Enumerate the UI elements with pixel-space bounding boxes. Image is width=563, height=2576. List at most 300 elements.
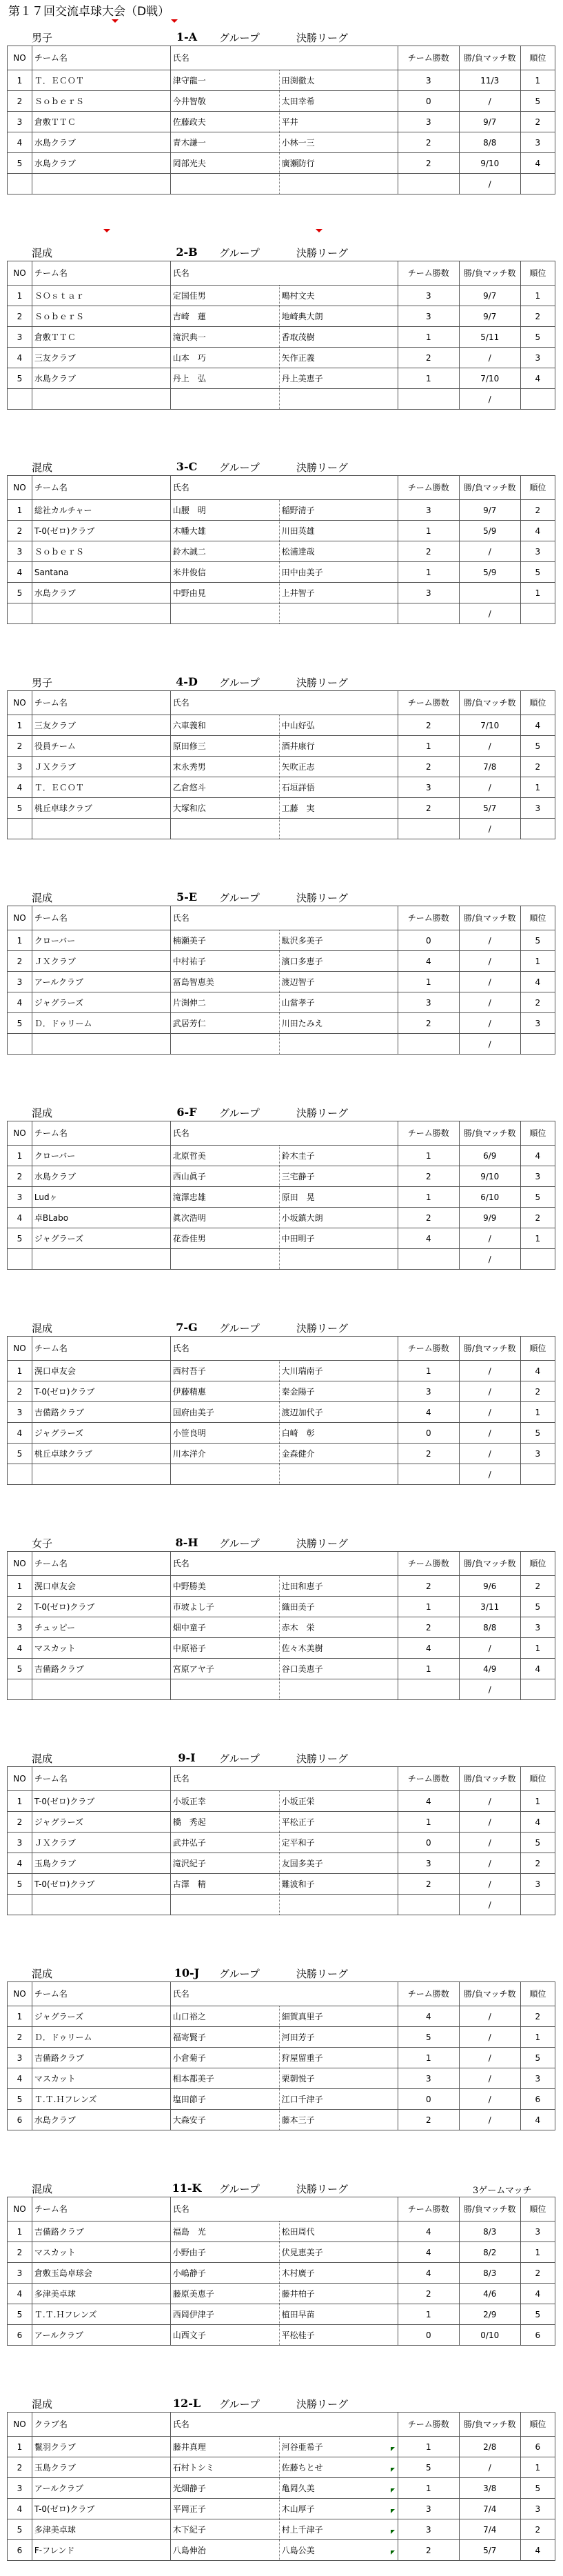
cell-player-2: 亀岡久美 (279, 2478, 398, 2499)
cell-player-1: 小倉菊子 (170, 2048, 279, 2068)
cell-match-score: / (459, 1833, 520, 1853)
cell-team-wins: 2 (398, 132, 459, 153)
cell-no: 4 (8, 777, 32, 798)
cell-team: T-0(ゼロ)クラブ (32, 2499, 170, 2519)
header-name: 氏名 (170, 1121, 398, 1146)
cell-player-1: 古澤 精 (170, 1874, 279, 1895)
cell-match-score: 9/9 (459, 1208, 520, 1228)
cell-rank: 3 (520, 348, 555, 368)
table-row (8, 2457, 555, 2478)
cell-player-2: 八島公美 (279, 2540, 398, 2561)
table-row (8, 327, 555, 348)
league-label: 決勝リーグ (296, 1537, 349, 1550)
cell-player-2: 川田英雄 (279, 521, 398, 541)
header-team: チーム名 (32, 691, 170, 715)
cell-match-score: 3/11 (459, 1597, 520, 1617)
cell-no: 4 (8, 2499, 32, 2519)
cell-team: T-0(ゼロ)クラブ (32, 1597, 170, 1617)
league-code: 1-A (176, 30, 198, 43)
cell-player-1: 川本洋介 (170, 1444, 279, 1464)
group-label: グループ (219, 2398, 260, 2410)
cell-no: 4 (8, 1853, 32, 1874)
cell-match-score: 9/10 (459, 1166, 520, 1187)
cell-rank: 4 (520, 715, 555, 736)
comment-marker-icon (391, 2509, 395, 2513)
table-header-row (8, 1767, 555, 1791)
group-label: グループ (219, 2183, 260, 2195)
cell-player-2 (279, 603, 398, 624)
header-no: NO (8, 1121, 32, 1146)
cell-rank: 5 (520, 2478, 555, 2499)
table-row (8, 153, 555, 174)
header-name: 氏名 (170, 691, 398, 715)
cell-player-1: 北原哲美 (170, 1146, 279, 1166)
cell-player-2: 駄沢多美子 (279, 930, 398, 951)
cell-no (8, 603, 32, 624)
cell-player-1: 乙倉悠斗 (170, 777, 279, 798)
cell-match-score: / (459, 174, 520, 194)
table-row (8, 1208, 555, 1228)
cell-team: 吉備路クラブ (32, 2221, 170, 2242)
league-header (7, 1101, 555, 1121)
cell-player-1: 吉崎 蓮 (170, 306, 279, 327)
cell-player-1: 八島伸治 (170, 2540, 279, 2561)
cell-player-1: 冨島智恵美 (170, 972, 279, 992)
cell-match-score: / (459, 1034, 520, 1055)
cell-player-2 (279, 1034, 398, 1055)
cell-team-wins: 2 (398, 1444, 459, 1464)
league-code: 3-C (176, 460, 198, 473)
cell-team: ＳｏｂｅｒＳ (32, 306, 170, 327)
cell-player-2: 定平和子 (279, 1833, 398, 1853)
table-row (8, 715, 555, 736)
cell-rank: 4 (520, 2110, 555, 2130)
cell-match-score: 9/7 (459, 286, 520, 306)
cell-player-2: 佐々木美樹 (279, 1638, 398, 1659)
cell-player-1: 米井俊信 (170, 562, 279, 583)
cell-team (32, 603, 170, 624)
cell-rank (520, 1034, 555, 1055)
cell-team: ジャグラーズ (32, 2006, 170, 2027)
table-row (8, 2110, 555, 2130)
cell-player-1: 宮原アヤ子 (170, 1659, 279, 1679)
cell-rank: 5 (520, 1833, 555, 1853)
cell-player-1 (170, 174, 279, 194)
cell-team: ジャグラーズ (32, 992, 170, 1013)
cell-rank: 6 (520, 2325, 555, 2346)
cell-no: 3 (8, 1617, 32, 1638)
league-block (7, 1317, 555, 1485)
cell-player-1: 定国佳男 (170, 286, 279, 306)
cell-match-score: 5/9 (459, 562, 520, 583)
header-score: 勝/負マッチ数 (459, 906, 520, 930)
cell-player-1: 片渕伸二 (170, 992, 279, 1013)
cell-no: 6 (8, 2540, 32, 2561)
cell-team: 三友クラブ (32, 348, 170, 368)
header-score: 勝/負マッチ数 (459, 1982, 520, 2006)
cell-team: F-フレンド (32, 2540, 170, 2561)
cell-rank: 5 (520, 327, 555, 348)
cell-rank: 2 (520, 757, 555, 777)
cell-team: 水島クラブ (32, 132, 170, 153)
league-category: 女子 (32, 1537, 53, 1550)
cell-team-wins: 4 (398, 1791, 459, 1812)
table-row (8, 2068, 555, 2089)
cell-team: ジャグラーズ (32, 1228, 170, 1249)
cell-rank: 3 (520, 1013, 555, 1034)
header-team: チーム名 (32, 906, 170, 930)
cell-team: アールクラブ (32, 2478, 170, 2499)
table-header-row (8, 1121, 555, 1146)
cell-no: 5 (8, 583, 32, 603)
cell-player-2: 松浦達哉 (279, 541, 398, 562)
cell-player-1 (170, 603, 279, 624)
header-team: チーム名 (32, 1337, 170, 1361)
cell-no: 2 (8, 2242, 32, 2263)
cell-player-2: 上井智子 (279, 583, 398, 603)
cell-team: 水島クラブ (32, 1166, 170, 1187)
league-header (7, 241, 555, 261)
cell-match-score: / (459, 972, 520, 992)
cell-team-wins: 0 (398, 1833, 459, 1853)
cell-rank: 1 (520, 2027, 555, 2048)
cell-team: 役員チーム (32, 736, 170, 757)
cell-player-2: 友国多美子 (279, 1853, 398, 1874)
cell-no: 2 (8, 736, 32, 757)
cell-player-2: 石垣詳悟 (279, 777, 398, 798)
cell-player-1: 滝澤忠雄 (170, 1187, 279, 1208)
cell-player-1: 木下紀子 (170, 2519, 279, 2540)
cell-player-1 (170, 819, 279, 839)
cell-player-1: 西村吾子 (170, 1361, 279, 1381)
cell-player-1 (170, 1679, 279, 1700)
cell-player-1: 伊藤精惠 (170, 1381, 279, 1402)
cell-player-1: 武居芳仁 (170, 1013, 279, 1034)
header-wins: チーム勝数 (398, 1121, 459, 1146)
cell-rank: 5 (520, 1423, 555, 1444)
cell-no: 6 (8, 2110, 32, 2130)
cell-match-score: / (459, 1874, 520, 1895)
league-block (7, 1962, 555, 2130)
cell-team: Ｔ.Ｔ.Ｈフレンズ (32, 2089, 170, 2110)
cell-match-score: 5/11 (459, 327, 520, 348)
league-label: 決勝リーグ (296, 247, 349, 259)
cell-rank: 3 (520, 798, 555, 819)
league-label: 決勝リーグ (296, 461, 349, 474)
cell-no: 2 (8, 1812, 32, 1833)
cell-team: アールクラブ (32, 2325, 170, 2346)
cell-match-score: 5/9 (459, 521, 520, 541)
cell-team: Ｔ．ＥＣＯＴ (32, 777, 170, 798)
cell-rank (520, 174, 555, 194)
cell-player-2: 矢作正義 (279, 348, 398, 368)
cell-player-2: 木村廣子 (279, 2263, 398, 2284)
cell-match-score: / (459, 777, 520, 798)
cell-no: 2 (8, 951, 32, 972)
cell-player-2: 田中由美子 (279, 562, 398, 583)
header-score: 勝/負マッチ数 (459, 1552, 520, 1576)
cell-player-1: 相本都美子 (170, 2068, 279, 2089)
header-name: 氏名 (170, 1767, 398, 1791)
cell-player-1: 大森安子 (170, 2110, 279, 2130)
league-code: 9-I (178, 1751, 196, 1764)
cell-team-wins: 3 (398, 583, 459, 603)
group-label: グループ (219, 247, 260, 259)
cell-player-2: 木山厚子 (279, 2499, 398, 2519)
cell-team: 吉備路クラブ (32, 1659, 170, 1679)
cell-no (8, 1249, 32, 1270)
group-label: グループ (219, 461, 260, 474)
cell-rank: 5 (520, 736, 555, 757)
table-row (8, 819, 555, 839)
cell-team-wins: 1 (398, 2437, 459, 2457)
cell-team-wins: 0 (398, 2089, 459, 2110)
cell-player-1: 畑中童子 (170, 1617, 279, 1638)
cell-match-score: / (459, 1361, 520, 1381)
cell-team: Ｔ．ＥＣＯＴ (32, 70, 170, 91)
league-label: 決勝リーグ (296, 1753, 349, 1765)
table-row (8, 1146, 555, 1166)
cell-rank (520, 819, 555, 839)
cell-player-1: 楠瀬美子 (170, 930, 279, 951)
cell-rank: 3 (520, 2221, 555, 2242)
cell-match-score: / (459, 1638, 520, 1659)
cell-match-score: / (459, 2006, 520, 2027)
cell-no: 3 (8, 1833, 32, 1853)
cell-team-wins: 2 (398, 1617, 459, 1638)
cell-player-2 (279, 1249, 398, 1270)
cell-team-wins (398, 1464, 459, 1485)
header-no: NO (8, 476, 32, 500)
cell-team-wins: 2 (398, 715, 459, 736)
cell-player-1: 小嶋静子 (170, 2263, 279, 2284)
cell-team-wins (398, 389, 459, 410)
cell-rank: 5 (520, 1187, 555, 1208)
league-header (7, 1317, 555, 1336)
cell-rank (520, 603, 555, 624)
league-code: 7-G (176, 1321, 198, 1334)
table-row (8, 1013, 555, 1034)
header-rank: 順位 (520, 691, 555, 715)
table-row (8, 2478, 555, 2499)
cell-team-wins: 3 (398, 70, 459, 91)
cell-team: ＪＸクラブ (32, 951, 170, 972)
cell-player-1: 藤井真理 (170, 2437, 279, 2457)
header-no: NO (8, 1337, 32, 1361)
cell-team-wins: 4 (398, 2263, 459, 2284)
table-row (8, 798, 555, 819)
cell-player-1: 武井弘子 (170, 1833, 279, 1853)
league-block (7, 2177, 555, 2346)
table-row (8, 1597, 555, 1617)
league-label: 決勝リーグ (296, 677, 349, 689)
cell-player-2: 太田幸希 (279, 91, 398, 112)
cell-player-2: 難波和子 (279, 1874, 398, 1895)
cell-player-2: 平井 (279, 112, 398, 132)
cell-no: 5 (8, 1659, 32, 1679)
cell-rank: 3 (520, 1444, 555, 1464)
cell-player-2: 栗朝悦子 (279, 2068, 398, 2089)
cell-player-2: 渡辺加代子 (279, 1402, 398, 1423)
league-header (7, 1962, 555, 1981)
cell-team: ＳｏｂｅｒＳ (32, 91, 170, 112)
cell-team: ジャグラーズ (32, 1812, 170, 1833)
league-note: 3ゲームマッチ (473, 2186, 532, 2196)
comment-marker-icon (391, 2550, 395, 2555)
cell-team: ＳｏｂｅｒＳ (32, 541, 170, 562)
cell-match-score: 6/10 (459, 1187, 520, 1208)
cell-no: 1 (8, 930, 32, 951)
cell-team: 多津美卓球 (32, 2519, 170, 2540)
cell-player-2: 鈴木圭子 (279, 1146, 398, 1166)
league-table (7, 1121, 555, 1270)
table-row (8, 2242, 555, 2263)
header-wins: チーム勝数 (398, 476, 459, 500)
group-label: グループ (219, 677, 260, 689)
cell-no: 1 (8, 70, 32, 91)
cell-team-wins: 3 (398, 2519, 459, 2540)
red-marker-icon (112, 19, 119, 23)
table-row (8, 757, 555, 777)
table-row (8, 972, 555, 992)
cell-player-1: 平岡正子 (170, 2499, 279, 2519)
cell-team: 倉敷ＴＴＣ (32, 112, 170, 132)
table-row (8, 1166, 555, 1187)
cell-rank: 2 (520, 1853, 555, 1874)
header-name: 氏名 (170, 906, 398, 930)
league-block (7, 26, 555, 194)
league-category: 混成 (32, 247, 53, 259)
league-table (7, 1981, 555, 2130)
cell-no: 6 (8, 2325, 32, 2346)
cell-no: 3 (8, 1187, 32, 1208)
cell-player-1: 福島 光 (170, 2221, 279, 2242)
cell-team: 滉口卓友会 (32, 1576, 170, 1597)
table-row (8, 70, 555, 91)
cell-team-wins (398, 174, 459, 194)
cell-player-1: 市坡よし子 (170, 1597, 279, 1617)
header-name: 氏名 (170, 1337, 398, 1361)
cell-rank: 5 (520, 2048, 555, 2068)
cell-team-wins: 2 (398, 798, 459, 819)
cell-player-2: 赤木 栄 (279, 1617, 398, 1638)
cell-no: 5 (8, 368, 32, 389)
table-row (8, 1679, 555, 1700)
table-row (8, 2263, 555, 2284)
cell-team (32, 819, 170, 839)
cell-team: T-0(ゼロ)クラブ (32, 1791, 170, 1812)
league-category: 男子 (32, 32, 53, 44)
table-row (8, 603, 555, 624)
cell-team-wins (398, 603, 459, 624)
cell-match-score: / (459, 736, 520, 757)
cell-team: 水島クラブ (32, 2110, 170, 2130)
cell-no: 4 (8, 2068, 32, 2089)
cell-rank: 1 (520, 1791, 555, 1812)
table-row (8, 1638, 555, 1659)
table-header-row (8, 1337, 555, 1361)
header-name: 氏名 (170, 261, 398, 286)
cell-team: 卓BLabo (32, 1208, 170, 1228)
league-category: 混成 (32, 1107, 53, 1119)
cell-team: Ｄ．ドゥリーム (32, 2027, 170, 2048)
cell-player-1: 山口裕之 (170, 2006, 279, 2027)
league-header (7, 886, 555, 906)
header-no: NO (8, 691, 32, 715)
cell-rank (520, 1464, 555, 1485)
header-score: 勝/負マッチ数 (459, 2413, 520, 2437)
group-label: グループ (219, 1753, 260, 1765)
cell-no (8, 1464, 32, 1485)
cell-rank: 2 (520, 1576, 555, 1597)
cell-team: ＪＸクラブ (32, 1833, 170, 1853)
table-row (8, 1659, 555, 1679)
header-name: 氏名 (170, 1552, 398, 1576)
cell-no: 4 (8, 348, 32, 368)
cell-team: 倉敷ＴＴＣ (32, 327, 170, 348)
cell-rank: 1 (520, 286, 555, 306)
header-name: 氏名 (170, 476, 398, 500)
cell-match-score: / (459, 1228, 520, 1249)
cell-player-1: 丹上 弘 (170, 368, 279, 389)
cell-no: 3 (8, 2263, 32, 2284)
table-row (8, 992, 555, 1013)
cell-no: 2 (8, 1597, 32, 1617)
cell-player-1 (170, 389, 279, 410)
cell-team-wins: 1 (398, 1597, 459, 1617)
table-row (8, 1402, 555, 1423)
header-team: チーム名 (32, 1982, 170, 2006)
cell-team-wins: 2 (398, 2540, 459, 2561)
header-wins: チーム勝数 (398, 261, 459, 286)
cell-player-2: 濱口多恵子 (279, 951, 398, 972)
group-label: グループ (219, 1537, 260, 1550)
cell-match-score: 5/7 (459, 798, 520, 819)
league-block (7, 456, 555, 624)
cell-player-2: 三宅静子 (279, 1166, 398, 1187)
cell-rank: 2 (520, 500, 555, 521)
cell-rank: 1 (520, 1638, 555, 1659)
cell-player-1: 岡部光夫 (170, 153, 279, 174)
cell-player-1: 眞次浩明 (170, 1208, 279, 1228)
table-row (8, 2325, 555, 2346)
table-row (8, 2048, 555, 2068)
table-row (8, 2284, 555, 2304)
league-label: 決勝リーグ (296, 2398, 349, 2410)
table-row (8, 2540, 555, 2561)
cell-team: 水島クラブ (32, 583, 170, 603)
cell-team-wins: 3 (398, 2499, 459, 2519)
league-label: 決勝リーグ (296, 1107, 349, 1119)
cell-player-2 (279, 1679, 398, 1700)
cell-rank: 5 (520, 930, 555, 951)
cell-rank: 1 (520, 70, 555, 91)
table-row (8, 562, 555, 583)
cell-team-wins (398, 1249, 459, 1270)
cell-rank: 4 (520, 153, 555, 174)
cell-team-wins: 4 (398, 1638, 459, 1659)
header-wins: チーム勝数 (398, 1337, 459, 1361)
cell-team (32, 1249, 170, 1270)
cell-team-wins: 1 (398, 1146, 459, 1166)
cell-player-2: 植田早苗 (279, 2304, 398, 2325)
header-no: NO (8, 1767, 32, 1791)
cell-team-wins (398, 1895, 459, 1915)
table-row (8, 389, 555, 410)
cell-match-score: 7/4 (459, 2519, 520, 2540)
header-no: NO (8, 2413, 32, 2437)
table-row (8, 2519, 555, 2540)
